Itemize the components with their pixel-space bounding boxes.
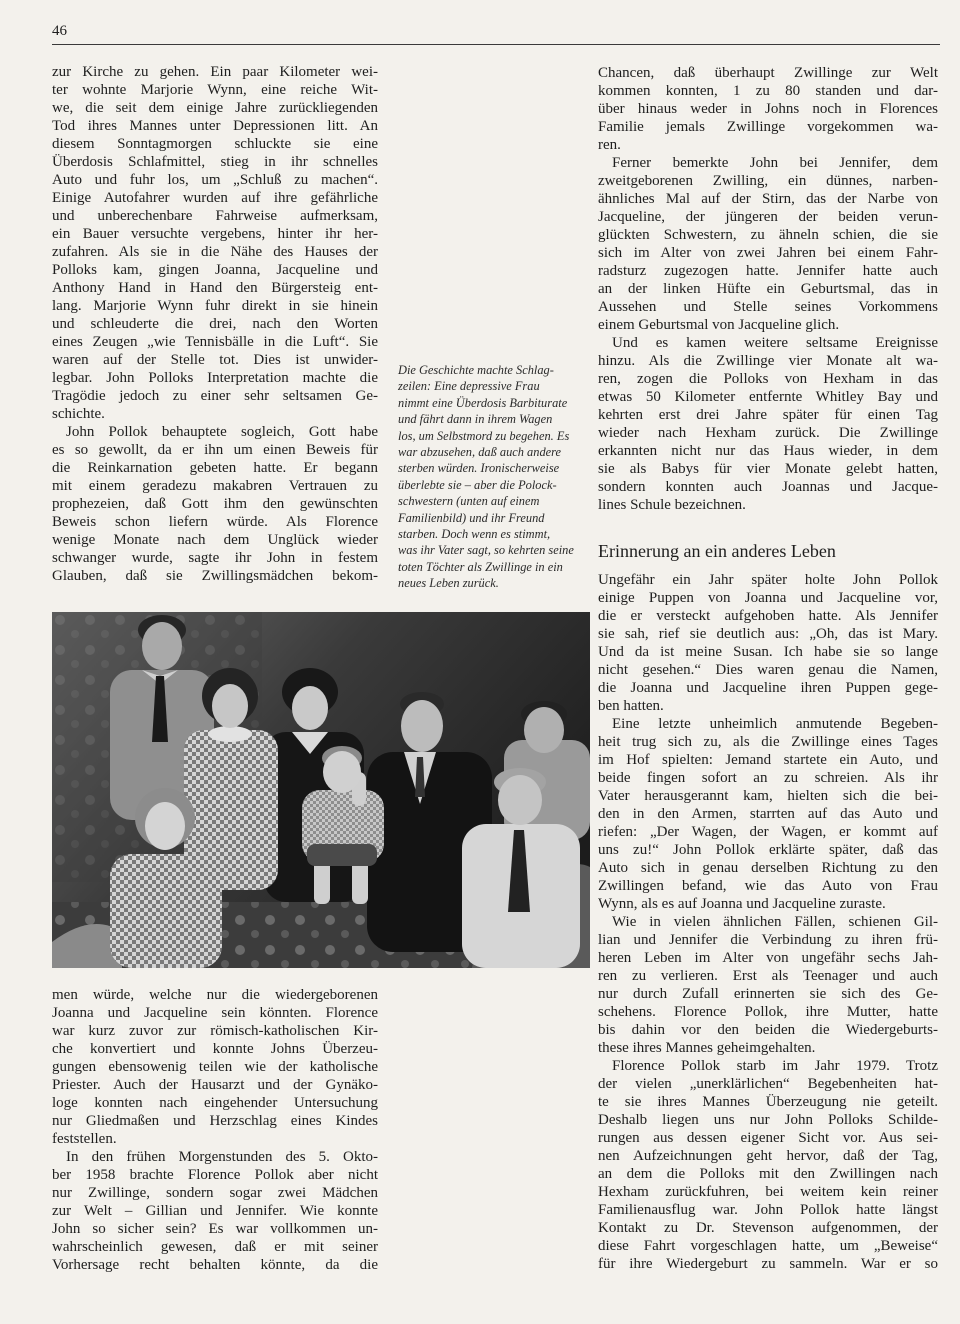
text-line: uns zu!“ John Pollok erklärte später, daß das xyxy=(598,842,938,858)
text-line: etwas 50 Kilometer entfernte Whitley Bay und xyxy=(598,389,938,405)
text-line: Vorhersage recht behalten könnte, da die xyxy=(52,1257,378,1273)
text-line: In den frühen Morgenstunden des 5. Okto- xyxy=(66,1149,378,1165)
text-line: Ungefähr ein Jahr später holte John Pollok xyxy=(598,572,938,588)
text-line: zur Welt – Gillian und Jennifer. Wie konnte xyxy=(52,1203,378,1219)
text-line: wenige Monate nach dem Unglück wieder xyxy=(52,532,378,548)
text-line: Kontakt zu Dr. Stevenson aufgenommen, der xyxy=(598,1220,938,1236)
text-line: den in den Armen, starrten auf das Auto und xyxy=(598,806,938,822)
text-line: nur Gliedmaßen und Herzschlag eines Kindes xyxy=(52,1113,378,1129)
text-line: men würde, welche nur die wiedergeborenen xyxy=(52,987,378,1003)
text-line: Die Geschichte machte Schlag- xyxy=(398,363,554,377)
text-line: feststellen. xyxy=(52,1131,117,1147)
text-line: sterben würden. Ironischerweise xyxy=(398,461,560,476)
photo-caption xyxy=(398,362,583,592)
text-line: zur Kirche zu gehen. Ein paar Kilometer wei- xyxy=(52,64,378,80)
text-line: Polloks kam, gingen Joanna, Jacqueline und xyxy=(52,262,378,278)
paragraph xyxy=(52,1148,378,1274)
text-line: die Reinkarnation gebeten hatte. Er begann xyxy=(52,460,378,476)
text-line: bis dahin vor den beiden die Wiedergeburts- xyxy=(598,1022,938,1038)
text-line: an dem die Polloks mit den Zwillingen nach xyxy=(598,1166,938,1182)
text-line: lian und Jennifer die Verbindung zu ihren frü- xyxy=(598,932,938,948)
text-line: kommen konnten, 1 zu 80 standen und dar- xyxy=(598,83,938,99)
paragraph xyxy=(52,986,378,1148)
text-line: diesem Sonntagmorgen schluckte sie eine xyxy=(52,136,378,152)
text-line: Auto sich in genau derselben Richtung zu den xyxy=(598,860,938,876)
paragraph xyxy=(598,571,938,715)
text-line: zufahren. Als sie in die Nähe des Hauses der xyxy=(52,244,378,260)
text-line: los, um Selbstmord zu begehen. Es xyxy=(398,428,570,443)
paragraph xyxy=(598,64,938,154)
family-photo-image xyxy=(52,612,590,968)
text-line: wahrscheinlich gewesen, daß er mit seiner xyxy=(52,1239,378,1255)
text-line: glückten Schwestern, zu ähneln schien, die sie xyxy=(598,227,938,243)
text-line: gungen ebensowenig teilen wie der katholische xyxy=(52,1059,378,1075)
text-line: ein Bauer versuchte vergebens, hinter ihr her- xyxy=(52,226,378,242)
text-line: ähnliches Mal auf der Stirn, das der Narbe von xyxy=(598,191,938,207)
text-line: war kurz zuvor zur römisch-katholischen Kir- xyxy=(52,1023,378,1039)
text-line: Ferner bemerkte John bei Jennifer, dem xyxy=(612,155,938,171)
text-line: und fährt dann in ihrem Wagen xyxy=(398,412,553,427)
text-line: John so sicher sein? Es war vollkommen un- xyxy=(52,1221,378,1237)
paragraph xyxy=(598,913,938,1057)
text-line: Familienausflug war. John Pollok hatte längst xyxy=(598,1202,938,1218)
paragraph xyxy=(52,423,378,585)
paragraph xyxy=(598,715,938,913)
text-line: we, die seit dem einige Jahre zurückliegenden xyxy=(52,100,378,116)
text-line: im Hof spielten: Jemand startete ein Auto, und xyxy=(598,752,938,768)
text-line: und unberechenbare Fahrweise aufmerksam, xyxy=(52,208,378,224)
text-line: ren. xyxy=(598,137,621,153)
text-line: Auto und fuhr los, um „Schluß zu machen“. xyxy=(52,172,378,188)
text-line: einige Puppen von Joanna und Jacqueline vor, xyxy=(598,590,938,606)
text-line: es so gewollt, da er ihn um einen Beweis für xyxy=(52,442,378,458)
text-line: Priester. Auch der Hausarzt und der Gynäko- xyxy=(52,1077,378,1093)
text-line: Aussehen und Stelle seines Vorkommens xyxy=(598,299,938,315)
text-line: John Pollok behauptete sogleich, Gott habe xyxy=(66,424,378,440)
text-line: Wynn, als es auf Joanna und Jacqueline zuraste. xyxy=(598,896,886,912)
right-column-lower-text xyxy=(598,571,938,1273)
text-line: starben. Doch wenn es stimmt, xyxy=(398,527,551,542)
text-line: Florence Pollok starb im Jahr 1979. Trotz xyxy=(612,1058,938,1074)
text-line: nimmt eine Überdosis Barbiturate xyxy=(398,395,568,410)
text-line: radsturz zugezogen hatte. Jennifer hatte auch xyxy=(598,263,938,279)
text-line: ter wohnte Marjorie Wynn, eine reiche Wit- xyxy=(52,82,378,98)
text-line: ren zu verlieren. Erst als Teenager und auch xyxy=(598,968,938,984)
text-line: Eine letzte unheimlich anmutende Begeben- xyxy=(612,716,938,732)
left-column-lower-text xyxy=(52,986,378,1274)
text-line: Tod ihres Mannes unter Depressionen litt. An xyxy=(52,118,378,134)
text-line: Und es kamen weitere seltsame Ereignisse xyxy=(612,335,938,351)
family-photo xyxy=(52,612,590,968)
text-line: rungen aus dessen eigener Sicht vor. Aus sei- xyxy=(598,1130,938,1146)
text-line: sie als Babys für vier Monate gelebt hatten, xyxy=(598,461,938,477)
text-line: einem Geburtsmal von Jacqueline glich. xyxy=(598,317,840,333)
text-line: Wie in vielen ähnlichen Fällen, schienen Gil- xyxy=(612,914,938,930)
text-line: für ihre Wiedergeburt zu sammeln. War er so xyxy=(598,1256,938,1272)
text-line: überlebte sie – aber die Polock- xyxy=(398,477,557,492)
text-line: kehrten erst drei Jahre später für einen Tag xyxy=(598,407,938,423)
text-line: nur durch Zufall erinnerten sie sich des Ge- xyxy=(598,986,938,1002)
text-line: te sie ihres Mannes Überzeugung nie geteilt. xyxy=(598,1094,938,1110)
text-line: ber 1958 brachte Florence Pollok aber nicht xyxy=(52,1167,378,1183)
text-line: beide fingen sofort an zu schreien. Als ihr xyxy=(598,770,938,786)
page-number: 46 xyxy=(52,23,67,39)
text-line: zeilen: Eine depressive Frau xyxy=(398,379,540,394)
text-line: schichte. xyxy=(52,406,105,422)
text-line: Beweis schon liefern würde. Als Florence xyxy=(52,514,378,530)
text-line: zweitgeborenen Zwilling, ein dünnes, narben- xyxy=(598,173,938,189)
text-line: Überdosis Schlafmittel, stieg in ihr schnelles xyxy=(52,154,378,170)
text-line: legbar. John Polloks Interpretation machte die xyxy=(52,370,378,386)
paragraph xyxy=(598,334,938,514)
text-line: Zwillingen befand, wie das Auto von Frau xyxy=(598,878,938,894)
text-line: sich im Alter von zwei Jahren bei einem Fahr- xyxy=(598,245,938,261)
text-line: Vater herausgerannt kam, hielten sich die bei- xyxy=(598,788,938,804)
text-line: ben hatten. xyxy=(598,698,664,714)
text-line: Chancen, daß überhaupt Zwillinge zur Welt xyxy=(598,65,938,81)
text-line: toten Töchter als Zwillinge in ein xyxy=(398,559,563,574)
right-column-upper-text xyxy=(598,64,938,514)
text-line: mit einem geradezu makabren Vertrauen zu xyxy=(52,478,378,494)
text-line: heren Leben im Alter von ungefähr sechs Jah- xyxy=(598,950,938,966)
text-line: an der linken Hüfte ein Geburtsmal, das in xyxy=(598,281,938,297)
left-column-upper-text xyxy=(52,63,378,585)
text-line: neues Leben zurück. xyxy=(398,576,499,591)
text-line: eines Zeugen „wie Tennisbälle in die Luft“. Sie xyxy=(52,334,378,350)
text-line: these ihres Mannes geheimgehalten. xyxy=(598,1040,816,1056)
text-line: was ihr Vater sagt, so kehrten seine xyxy=(398,543,574,558)
text-line: Familie jemals Zwillinge vorgekommen wa- xyxy=(598,119,938,135)
text-line: nicht gesehen.“ Dies waren genau die Namen, xyxy=(598,662,938,678)
text-line: nen Aufzeichnungen geht hervor, daß der Tag, xyxy=(598,1148,938,1164)
text-line: diese Fahrt vorgeschlagen hatte, um „Beweise“ xyxy=(598,1238,938,1254)
text-line: Familienbild) und ihr Freund xyxy=(398,510,545,525)
text-line: sie sah, rief sie deutlich aus: „Oh, das ist Mary. xyxy=(598,626,938,642)
header-rule xyxy=(52,44,940,45)
text-line: Deshalb liegen uns nur John Polloks Schilde- xyxy=(598,1112,938,1128)
paragraph xyxy=(598,154,938,334)
text-line: ren, zogen die Polloks von Hexham in das xyxy=(598,371,938,387)
text-line: riefen: „Der Wagen, der Wagen, er kommt auf xyxy=(598,824,938,840)
text-line: die Joanna und Jacqueline ihren Puppen gege- xyxy=(598,680,938,696)
text-line: der vielen „unerklärlichen“ Begebenheiten hat- xyxy=(598,1076,938,1092)
text-line: lines Schule bezeichnen. xyxy=(598,497,746,513)
text-line: Jacqueline, der jüngeren der beiden verun- xyxy=(598,209,938,225)
paragraph xyxy=(598,1057,938,1273)
text-line: waren auf der Stelle tot. Dies ist unwider- xyxy=(52,352,378,368)
text-line: erkannten nicht nur das Haus wieder, in dem xyxy=(598,443,938,459)
text-line: schehens. Florence Pollok, ihre Mutter, hatte xyxy=(598,1004,938,1020)
text-line: sondern konnten auch Joannas und Jacque- xyxy=(598,479,938,495)
text-line: über hinaus weder in Johns noch in Florences xyxy=(598,101,938,117)
text-line: war abzusehen, daß auch andere xyxy=(398,445,562,460)
text-line: prophezeien, daß Gott ihm den gewünschten xyxy=(52,496,378,512)
text-line: wieder nach Hexham zurück. Die Zwillinge xyxy=(598,425,938,441)
paragraph xyxy=(52,63,378,423)
text-line: nur Zwillinge, sondern sogar zwei Mädchen xyxy=(52,1185,378,1201)
text-line: Tragödie jedoch zu einer sehr seltsamen Ge- xyxy=(52,388,378,404)
text-line: und schleuderte die drei, nach den Worten xyxy=(52,316,378,332)
section-heading: Erinnerung an ein anderes Leben xyxy=(598,541,836,561)
text-line: schwanger wurde, sagte ihr John in festem xyxy=(52,550,378,566)
text-line: lang. Marjorie Wynn fuhr direkt in sie hinein xyxy=(52,298,378,314)
text-line: hinzu. Als die Zwillinge vier Monate alt wa- xyxy=(598,353,938,369)
text-line: loge konnten nach eingehender Untersuchung xyxy=(52,1095,378,1111)
text-line: che konvertiert und konnte Johns Überzeu- xyxy=(52,1041,378,1057)
text-line: Glauben, daß sie Zwillingsmädchen bekom- xyxy=(52,568,378,584)
text-line: Hexham zurückfuhren, bei weitem kein reiner xyxy=(598,1184,938,1200)
text-line: die er versteckt aufgehoben hatte. Als Jennifer xyxy=(598,608,938,624)
paragraph xyxy=(398,362,583,592)
text-line: Joanna und Jacqueline sein könnten. Florence xyxy=(52,1005,378,1021)
text-line: schwestern (unten auf einem xyxy=(398,494,540,509)
text-line: Einige Autofahrer wurden auf ihre gefährliche xyxy=(52,190,378,206)
text-line: Anthony Hand in Hand den Bürgersteig ent- xyxy=(52,280,378,296)
text-line: Und da ist meine Susan. Ich habe sie so lange xyxy=(598,644,938,660)
text-line: heit trug sich zu, als die Zwillinge eines Tages xyxy=(598,734,938,750)
